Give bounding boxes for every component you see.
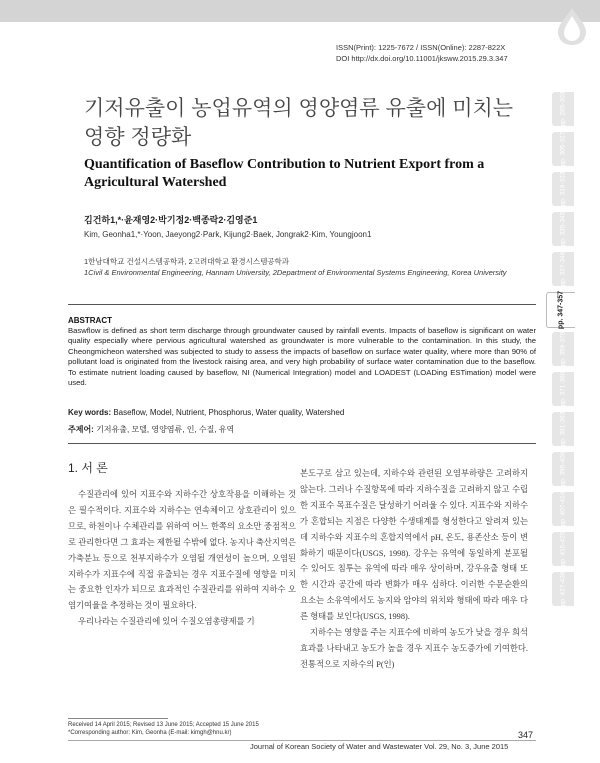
page-range-tab-label: pp. 371-380 [559,371,567,407]
page-range-tab[interactable] [552,412,574,446]
page-range-tab-label: pp. 395-406 [559,451,567,487]
body-paragraph: 본도구로 삼고 있는데, 지하수와 관련된 오염부하량은 고려하지 않는다. 그러나 수질항목에 따라 지하수질을 고려하지 않고 수립한 지표수 목표수질은 달성하기 어려울 수 있다. 지표수와 지하수가 혼합되는 지점은 다양한 수생태계를 형성한다고 알려져 있는데 지하수와 지표수의 혼합지역에서 pH, 온도, 용존산소 등이 변화하기 때문이다(USGS, 1998). 강우는 유역에 동일하게 분포될 수 있어도 침투는 유역에 따라 매우 상이하며, 강우유출 형태 또한 시간과 공간에 따라 변화가 매우 심하다. 이러한 수문순환의 요소는 소유역에서도 농지와 암야의 위치와 형태에 따라 매우 다른 형태를 보인다(USGS, 1998). [300,469,528,622]
page-range-tab-label: pp. 337-346 [559,251,567,287]
affiliation-english: 1Civil & Environmental Engineering, Hannam University, 2Department of Environmental Systems Engineering, Korea University [84,268,507,277]
divider-bottom [68,443,536,444]
page-range-tab-label: pp. 335-345 [559,211,567,247]
keywords-label: Key words: [68,408,112,417]
page-range-tab[interactable] [552,172,574,206]
body-paragraph: 우리나라는 수질관리에 있어 수질오염총량제를 기 [78,617,255,627]
page-range-tab[interactable] [552,532,574,566]
journal-footer: Journal of Korean Society of Water and Wastewater Vol. 29, No. 3, June 2015 [250,742,509,751]
section-heading-introduction: 1. 서 론 [68,461,108,475]
abstract-text: Baswflow is defined as short term discharge through groundwater caused by rainfall events. Impacts of baseflow is significant on water quality especially where pervious agricultural watershed as groundwater is more vulnerable to the contamination. In this study, the Cheongmicheon watershed was subjected to study to assess the impacts of baseflow on surface water quality, where more than 90% of pollutant load is originated from the livestock raising area, and very high probability of surface water contamination due to the baseflow. To estimate nutrient loading caused by baseflow, NI (Numerical Integration) model and LOADEST (LOADing ESTimation) model were used. [68,326,536,388]
page-range-tab-label: pp. 415-425 [559,531,567,567]
page-range-tab-label: pp. 347-357 [557,290,565,330]
abstract-heading: ABSTRACT [68,316,112,325]
page-range-tab-label: pp. 305-317 [559,131,567,167]
page-range-tab[interactable] [552,572,574,606]
page-range-tab[interactable] [552,212,574,246]
page-range-tab-label: pp. 285-303 [559,91,567,127]
english-title-line-2: Agricultural Watershed [84,175,227,190]
affiliations [84,256,507,278]
keywords-list: Baseflow, Model, Nutrient, Phosphorus, Water quality, Watershed [111,408,345,417]
page-range-tab[interactable] [552,132,574,166]
authors-english: Kim, Geonha1,*·Yoon, Jaeyong2·Park, Kijung2·Baek, Jongrak2·Kim, Youngjoon1 [84,230,372,239]
authors-korean: 김건하1,*·윤재영2·박기정2·백종락2·김영준1 [84,215,258,225]
page-range-tab[interactable] [552,332,574,366]
affiliation-korean: 1한남대학교 건설시스템공학과, 2고려대학교 환경시스템공학과 [84,257,290,266]
keywords-ko-label: 주제어: [68,425,94,434]
page-range-tab[interactable] [546,292,575,328]
page-range-tab-label: pp. 381-393 [559,411,567,447]
page-range-tab-label: pp. 427-436 [559,571,567,607]
footnote-corresponding: *Corresponding author: Kim, Geonha (E-mail: kimgh@hnu.kr) [68,730,232,736]
page-range-tab[interactable] [552,492,574,526]
page-range-tab-label: pp. 407-414 [559,491,567,527]
page-number: 347 [518,730,534,740]
top-bar [0,0,600,22]
page-range-tab[interactable] [552,372,574,406]
body-paragraph: 수질관리에 있어 지표수와 지하수간 상호작용을 이해하는 것은 필수적이다. 지표수와 지하수는 연속체이고 상호관리이 있으므로, 하천이나 수체관리를 위하여 어느 한쪽의 요소만 중점적으로 관리한다면 그 효과는 제한될 수밖에 없다. 농지나 축산지역은 가축분뇨 등으로 천부지하수가 오염될 개연성이 높으며, 오염된 지하수가 지표수에 직접 유출되는 경우 지표수질에 영향을 미치는 중요한 인자가 되므로 효과적인 수질관리를 위하여 지하수 오염기여율을 추정하는 것이 필요하다. [68,490,296,611]
page-range-tab[interactable] [552,452,574,486]
keywords-korean [68,424,234,435]
journal-drop-logo-icon [552,6,592,46]
page-range-tab-label: pp. 319-333 [559,171,567,207]
page-range-tab[interactable] [552,252,574,286]
keywords-english [68,407,344,418]
body-column-right [300,466,528,673]
footnotes [68,721,259,737]
page-range-tab[interactable] [552,92,574,126]
page-range-tab-label: pp. 359-370 [559,331,567,367]
korean-title-line-1: 기저유출이 농업유역의 영양염류 유출에 미치는 [84,97,514,120]
body-column-left [68,487,296,630]
footer-rule [68,740,536,741]
footnote-rule [68,718,168,719]
body-paragraph: 지하수는 영향을 주는 지표수에 비하여 농도가 낮을 경우 희석효과를 나타내고 농도가 높을 경우 지표수 농도증가에 기여한다. 전통적으로 지하수의 P(인) [300,628,528,669]
keywords-ko-list: 기저유출, 모델, 영양염류, 인, 수질, 유역 [93,425,235,434]
english-title [84,156,534,192]
english-title-line-1: Quantification of Baseflow Contribution to Nutrient Export from a [84,157,485,172]
footnote-dates: Received 14 April 2015; Revised 13 June 2015; Accepted 15 June 2015 [68,722,259,728]
divider-top [68,304,536,305]
korean-title-line-2: 영향 정량화 [84,126,192,149]
issn-line: ISSN(Print): 1225-7672 / ISSN(Online): 2287-822X [336,43,506,52]
korean-title [84,94,534,152]
doi-line: DOI http://dx.doi.org/10.11001/jksww.2015.29.3.347 [336,53,508,63]
issn-block [336,43,508,64]
